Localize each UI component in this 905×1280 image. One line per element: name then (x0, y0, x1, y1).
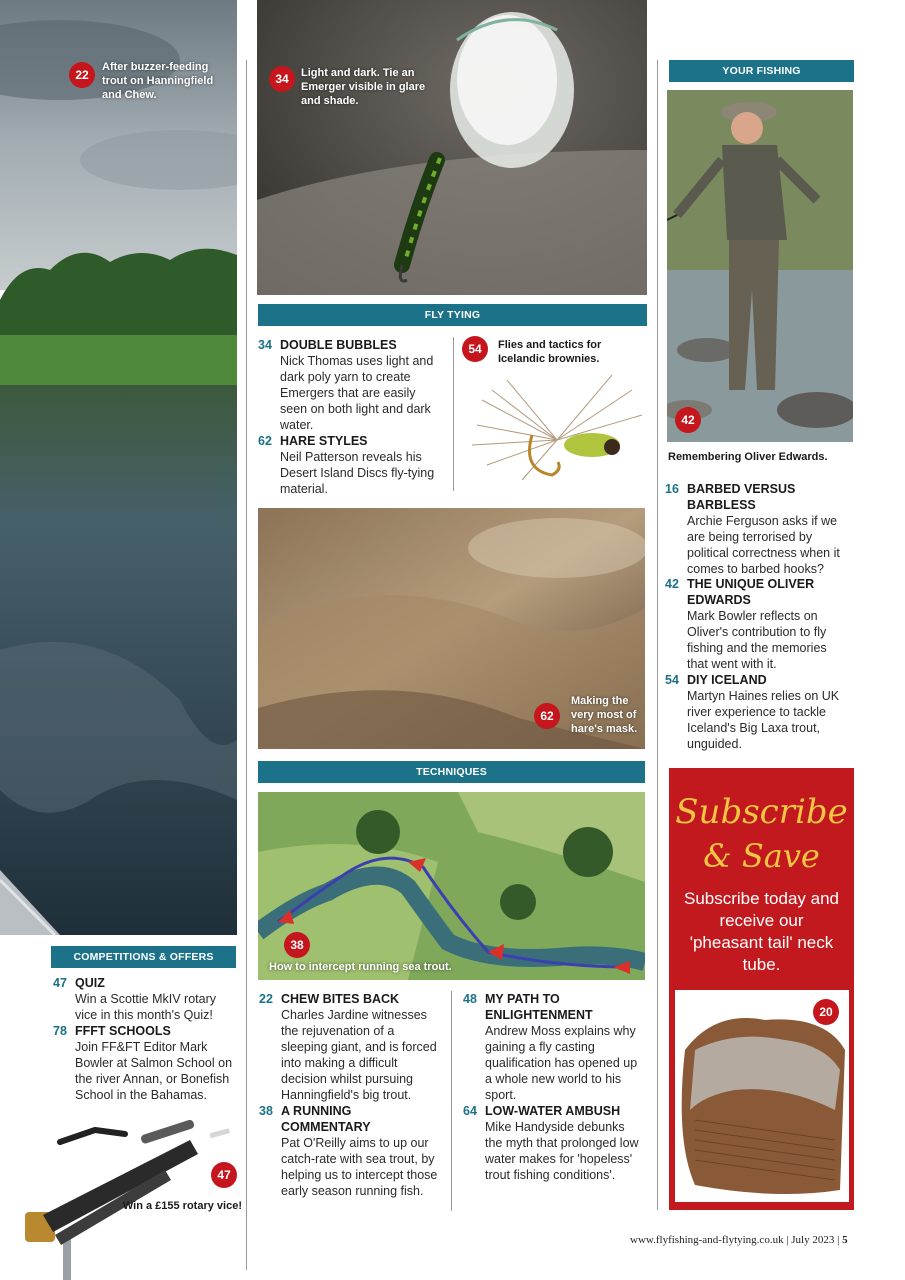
footer-separator-2: | (837, 1234, 840, 1246)
entry-title: DOUBLE BUBBLES (280, 338, 397, 352)
fly-tying-section-bar: FLY TYING (258, 304, 647, 326)
comp-entry-schools[interactable] (53, 1023, 233, 1103)
entry-description: Andrew Moss explains why gaining a fly casting qualification has opened up a whole new world to his sport. (485, 1024, 638, 1102)
fly-entry-double-bubbles[interactable] (258, 337, 443, 433)
tech-entry-path[interactable] (463, 991, 645, 1103)
entry-title: HARE STYLES (280, 434, 368, 448)
subscribe-offer-text: Subscribe today and receive our 'pheasant tail' neck tube. (684, 889, 839, 974)
angler-caption: Remembering Oliver Edwards. (668, 451, 828, 463)
tech-entry-chew[interactable] (259, 991, 444, 1103)
page-footer (630, 1234, 860, 1246)
brownie-page-badge[interactable]: 54 (462, 336, 488, 362)
entry-title: QUIZ (75, 976, 105, 990)
river-page-badge[interactable]: 38 (284, 932, 310, 958)
entry-page-number: 62 (258, 434, 272, 448)
entry-description: Nick Thomas uses light and dark poly yarn to create Emergers that are easily seen on both light and dark water. (280, 354, 434, 432)
entry-title: DIY ICELAND (687, 673, 767, 687)
emerger-page-badge[interactable]: 34 (269, 66, 295, 92)
hare-caption: Making the very most of hare's mask. (571, 695, 638, 735)
lake-caption: After buzzer-feeding trout on Hanningfield and Chew. (102, 61, 214, 101)
entry-title: BARBED VERSUS BARBLESS (687, 482, 796, 512)
entry-description: Mike Handyside debunks the myth that prolonged low water makes for 'hopeless' trout fishing conditions'. (485, 1120, 639, 1182)
entry-page-number: 16 (665, 482, 679, 496)
column-divider-flytying (453, 337, 454, 491)
footer-separator: | (786, 1234, 789, 1246)
entry-description: Join FF&FT Editor Mark Bowler at Salmon School on the river Annan, or Bonefish School in the Bahamas. (75, 1040, 233, 1102)
entry-title: THE UNIQUE OLIVER EDWARDS (687, 577, 815, 607)
entry-page-number: 64 (463, 1104, 477, 1118)
competitions-section-bar: COMPETITIONS & OFFERS (51, 946, 236, 968)
entry-description: Archie Ferguson asks if we are being terrorised by political correctness when it comes to barbed hooks? (687, 514, 840, 576)
tube-page-badge[interactable]: 20 (813, 999, 839, 1025)
entry-description: Mark Bowler reflects on Oliver's contribution to fly fishing and the memories that went with it. (687, 609, 827, 671)
fishing-entry-oliver[interactable] (665, 576, 850, 672)
subscribe-script-line2: & Save (703, 837, 820, 875)
footer-date: July 2023 (791, 1234, 835, 1246)
entry-description: Pat O'Reilly aims to up our catch-rate with sea trout, by helping us to intercept those early season running fish. (281, 1136, 438, 1198)
entry-description: Win a Scottie MkIV rotary vice in this month's Quiz! (75, 992, 217, 1022)
column-divider-techniques (451, 991, 452, 1211)
column-divider-left (246, 60, 247, 1270)
entry-page-number: 48 (463, 992, 477, 1006)
entry-description: Martyn Haines relies on UK river experience to tackle Iceland's Big Laxa trout, unguided. (687, 689, 840, 751)
entry-title: A RUNNING COMMENTARY (281, 1104, 371, 1134)
page-number: 5 (842, 1234, 848, 1246)
entry-page-number: 54 (665, 673, 679, 687)
subscribe-panel[interactable] (669, 768, 854, 1210)
entry-description: Charles Jardine witnesses the rejuvenation of a sleeping giant, and is forced into making a difficult decision whilst pursuing Hanningfield's big trout. (281, 1008, 437, 1102)
entry-page-number: 78 (53, 1024, 67, 1038)
footer-url[interactable]: www.flyfishing-and-flytying.co.uk (630, 1234, 784, 1246)
emerger-caption: Light and dark. Tie an Emerger visible in glare and shade. (301, 67, 426, 107)
hare-page-badge[interactable]: 62 (534, 703, 560, 729)
icelandic-fly-photo (462, 370, 647, 490)
river-caption: How to intercept running sea trout. (269, 961, 452, 973)
entry-page-number: 42 (665, 577, 679, 591)
entry-page-number: 34 (258, 338, 272, 352)
subscribe-script-line1: Subscribe (675, 792, 848, 832)
entry-title: CHEW BITES BACK (281, 992, 400, 1006)
entry-title: LOW-WATER AMBUSH (485, 1104, 621, 1118)
your-fishing-section-bar: YOUR FISHING (669, 60, 854, 82)
emerger-fly-photo (257, 0, 647, 295)
fishing-entry-iceland[interactable] (665, 672, 850, 752)
angler-page-badge[interactable]: 42 (675, 407, 701, 433)
fly-entry-hare-styles[interactable] (258, 433, 443, 497)
tech-entry-running[interactable] (259, 1103, 444, 1199)
fishing-entry-barbed[interactable] (665, 481, 850, 577)
column-divider-right (657, 60, 658, 1210)
lake-page-badge[interactable]: 22 (69, 62, 95, 88)
tech-entry-low-water[interactable] (463, 1103, 645, 1183)
techniques-section-bar: TECHNIQUES (258, 761, 645, 783)
entry-page-number: 22 (259, 992, 273, 1006)
entry-page-number: 38 (259, 1104, 273, 1118)
comp-entry-quiz[interactable] (53, 975, 233, 1023)
entry-page-number: 47 (53, 976, 67, 990)
vice-page-badge[interactable]: 47 (211, 1162, 237, 1188)
entry-title: MY PATH TO ENLIGHTENMENT (485, 992, 593, 1022)
river-aerial-photo (258, 792, 645, 980)
entry-description: Neil Patterson reveals his Desert Island Discs fly-tying material. (280, 450, 435, 496)
vice-caption: Win a £155 rotary vice! (122, 1200, 242, 1212)
angler-photo (667, 90, 853, 442)
entry-title: FFFT SCHOOLS (75, 1024, 171, 1038)
lake-photo (0, 0, 237, 935)
brownie-caption: Flies and tactics for Icelandic brownies. (498, 339, 602, 365)
